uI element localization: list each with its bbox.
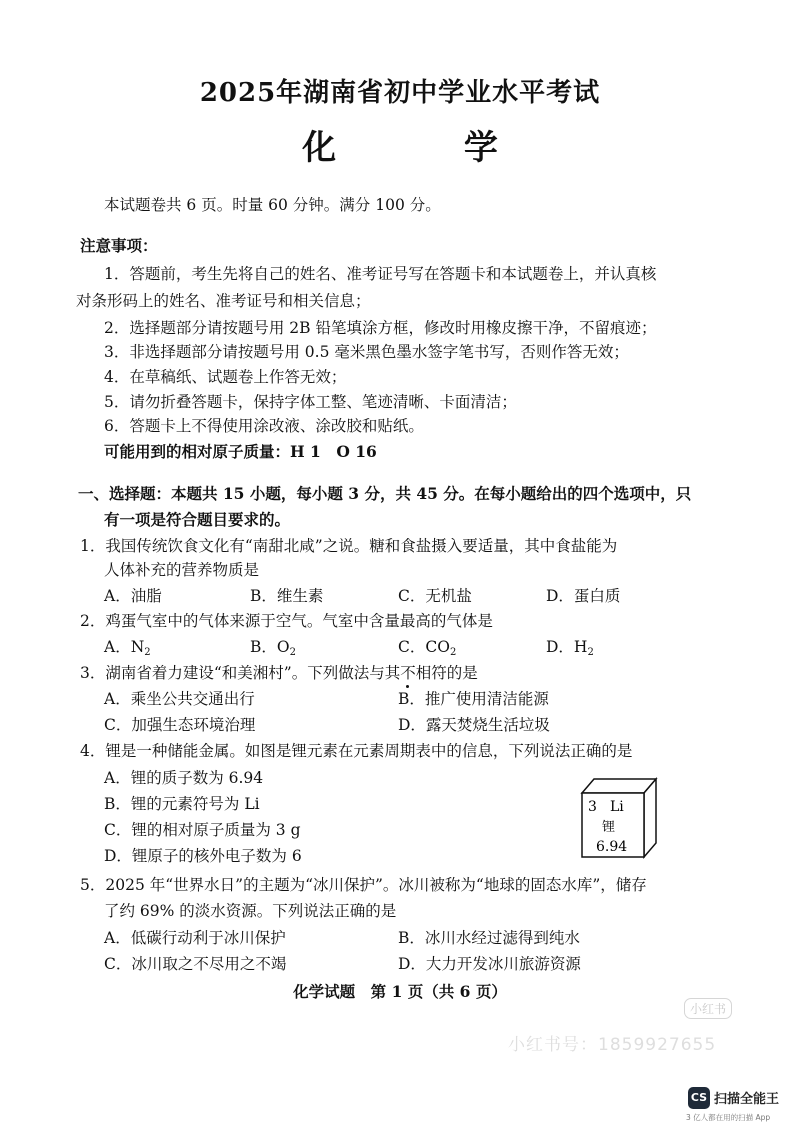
q1-option-a: A．油脂 bbox=[104, 587, 162, 605]
note-item: 2．选择题部分请按题号用 2B 铅笔填涂方框，修改时用橡皮擦干净，不留痕迹； bbox=[104, 319, 657, 337]
q4-option-a: A．锂的质子数为 6.94 bbox=[104, 769, 264, 787]
q4-option-c: C．锂的相对原子质量为 3 g bbox=[104, 821, 301, 839]
question-2-stem: 2．鸡蛋气室中的气体来源于空气。气室中含量最高的气体是 bbox=[80, 612, 493, 630]
notes-heading: 注意事项： bbox=[80, 236, 158, 255]
note-item: 1．答题前，考生先将自己的姓名、准考证号写在答题卡和本试题卷上，并认真核 bbox=[104, 265, 657, 283]
camscanner-logo-icon: CS bbox=[688, 1087, 710, 1109]
q1-option-d: D．蛋白质 bbox=[546, 587, 621, 605]
element-name: 锂 bbox=[602, 820, 616, 835]
question-1-stem-cont: 人体补充的营养物质是 bbox=[104, 561, 260, 579]
section-heading-cont: 有一项是符合题目要求的。 bbox=[104, 510, 291, 529]
page-footer: 化学试题 第 1 页（共 6 页） bbox=[293, 982, 507, 1001]
q5-option-b: B．冰川水经过滤得到纯水 bbox=[398, 929, 580, 947]
xiaohongshu-watermark: 小红书 bbox=[684, 998, 732, 1019]
question-5-stem-cont: 了约 69% 的淡水资源。下列说法正确的是 bbox=[104, 902, 397, 920]
subject-title: 化 学 bbox=[302, 128, 556, 168]
account-watermark: 小红书号：1859927655 bbox=[508, 1035, 717, 1055]
note-item: 6．答题卡上不得使用涂改液、涂改胶和贴纸。 bbox=[104, 417, 424, 435]
element-number: 3 bbox=[588, 799, 597, 815]
note-item: 对条形码上的姓名、准考证号和相关信息； bbox=[76, 292, 371, 310]
q4-option-b: B．锂的元素符号为 Li bbox=[104, 795, 260, 813]
q4-option-d: D．锂原子的核外电子数为 6 bbox=[104, 847, 302, 865]
section-heading: 一、选择题：本题共 15 小题，每小题 3 分，共 45 分。在每小题给出的四个选项中，只 bbox=[78, 484, 692, 503]
question-5-stem: 5．2025 年“世界水日”的主题为“冰川保护”。冰川被称为“地球的固态水库”，储存 bbox=[80, 876, 647, 894]
question-3-stem: 3．湖南省着力建设“和美湘村”。下列做法与其不 相符的是 bbox=[80, 663, 478, 683]
q1-option-c: C．无机盐 bbox=[398, 587, 472, 605]
q2-option-c: C．$CO_2$ bbox=[398, 638, 457, 658]
q2-option-a: A．$N_2$ bbox=[104, 638, 151, 658]
emphasis-dot-word: 不 bbox=[400, 664, 416, 682]
lithium-element-box bbox=[576, 775, 660, 859]
q5-option-a: A．低碳行动利于冰川保护 bbox=[104, 929, 286, 947]
q5-option-d: D．大力开发冰川旅游资源 bbox=[398, 955, 581, 973]
element-mass: 6.94 bbox=[596, 839, 628, 855]
atomic-mass-note: 可能用到的相对原子质量：H 1 O 16 bbox=[104, 442, 377, 461]
element-symbol: Li bbox=[610, 799, 624, 815]
q3-option-b: B．推广使用清洁能源 bbox=[398, 690, 549, 708]
emphasis-dot bbox=[406, 685, 409, 688]
q5-option-c: C．冰川取之不尽用之不竭 bbox=[104, 955, 287, 973]
exam-info: 本试题卷共 6 页。时量 60 分钟。满分 100 分。 bbox=[104, 196, 441, 214]
question-1-stem: 1．我国传统饮食文化有“南甜北咸”之说。糖和食盐摄入要适量，其中食盐能为 bbox=[80, 537, 618, 555]
q3-option-a: A．乘坐公共交通出行 bbox=[104, 690, 255, 708]
scanner-app-name: 扫描全能王 bbox=[714, 1092, 780, 1107]
q3-option-d: D．露天焚烧生活垃圾 bbox=[398, 716, 550, 734]
q2-option-d: D．$H_2$ bbox=[546, 638, 594, 658]
exam-title: 2025年湖南省初中学业水平考试 bbox=[199, 78, 601, 108]
scanner-slogan: 3 亿人都在用的扫描 App bbox=[686, 1113, 771, 1122]
note-item: 4．在草稿纸、试题卷上作答无效； bbox=[104, 368, 347, 386]
note-item: 5．请勿折叠答题卡，保持字体工整、笔迹清晰、卡面清洁； bbox=[104, 393, 517, 411]
q2-option-b: B．$O_2$ bbox=[250, 638, 296, 658]
note-item: 3．非选择题部分请按题号用 0.5 毫米黑色墨水签字笔书写，否则作答无效； bbox=[104, 343, 629, 361]
q1-option-b: B．维生素 bbox=[250, 587, 324, 605]
question-4-stem: 4．锂是一种储能金属。如图是锂元素在元素周期表中的信息，下列说法正确的是 bbox=[80, 742, 633, 760]
q3-option-c: C．加强生态环境治理 bbox=[104, 716, 256, 734]
